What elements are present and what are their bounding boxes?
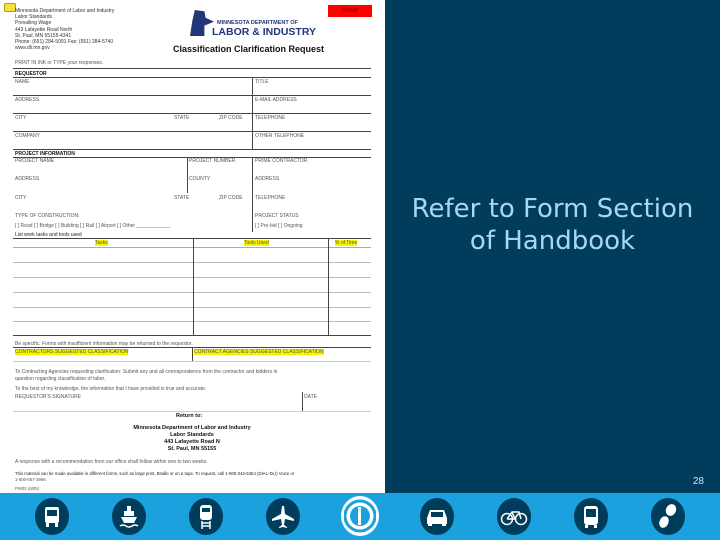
address-field[interactable]: ADDRESS [15,97,40,103]
address-line: Minnesota Department of Labor and Industry [15,8,115,14]
name-field[interactable]: NAME [15,79,30,85]
address-block [15,8,114,51]
address-line: Labor Standards [15,14,52,21]
form-code: PW02 (6/05) [15,486,40,491]
slide-text-panel [385,0,720,493]
return-line: Minnesota Department of Labor and Industry [133,425,251,431]
telephone-field[interactable]: TELEPHONE [255,115,286,121]
address-line: St. Paul, MN 55155-4341 [15,32,72,39]
time-header: % of Time [335,240,358,246]
mndot-seal-icon [341,496,379,536]
city-field[interactable]: CITY [15,115,27,121]
alt-format-note: This material can be made available in different forms, such as large print, Braille or on a tape. To request, call 1-800-342-5354 (DIAL-DLI) Voice or [15,471,295,476]
project-heading: PROJECT INFORMATION [15,151,75,157]
prime-address-field[interactable]: ADDRESS [255,176,280,182]
page-number: 28 [692,476,704,487]
construction-type-checkboxes[interactable]: [ ] Road [ ] Bridge [ ] Building [ ] Rail [ ] Airport [ ] Other ____________ [15,223,170,229]
agency-classification-field[interactable]: CONTRACT AGENCIES SUGGESTED CLASSIFICATION [194,349,324,355]
headline-line: Refer to Form Section [411,194,694,224]
contractor-classification-field[interactable]: CONTRACTORS SUGGESTED CLASSIFICATION [15,349,129,355]
state-field[interactable]: STATE [174,115,190,121]
car-icon [420,498,454,535]
email-field[interactable]: E-MAIL ADDRESS [255,97,297,103]
company-field[interactable]: COMPANY [15,133,40,139]
title-field[interactable]: TITLE [255,79,269,85]
form-image [0,0,385,497]
truck-icon [35,498,69,535]
return-line: St. Paul, MN 55155 [167,446,217,452]
tools-header: Tools Used [244,240,269,246]
project-address-field[interactable]: ADDRESS [15,176,40,182]
agency-note: question regarding classification of labor. [15,376,106,382]
ship-icon [112,498,146,535]
address-line: Phone: (651) 284-5091 Fax: (651) 284-5740 [15,39,114,46]
address-line: www.dli.mn.gov [15,45,50,52]
return-to-label: Return to: [176,413,203,419]
tasks-header: Tasks [95,240,108,246]
project-number-field[interactable]: PROJECT NUMBER [189,158,236,164]
other-telephone-field[interactable]: OTHER TELEPHONE [255,133,305,139]
print-note: PRINT IN INK or TYPE your responses. [15,60,104,66]
project-status-label: PROJECT STATUS [255,213,299,219]
airplane-icon [266,498,300,535]
project-city-field[interactable]: CITY [15,195,27,201]
logo-top-text: MINNESOTA DEPARTMENT OF [217,20,298,26]
alt-format-note: 1-800-657-3966. [15,477,47,482]
prime-telephone-field[interactable]: TELEPHONE [255,195,286,201]
headline-line: of Handbook [469,226,636,256]
zip-field[interactable]: ZIP CODE [219,115,243,121]
certify-text: To the best of my knowledge, the information that I have provided is true and accurate. [15,386,207,392]
bus-icon [574,498,608,535]
requestor-heading: REQUESTOR [15,71,47,77]
prime-contractor-field[interactable]: PRIME CONTRACTOR [255,158,308,164]
slide-headline [385,193,720,257]
footprints-icon [651,498,685,535]
transport-icon-band [0,493,720,540]
address-line: Prevailing Wage [15,20,52,27]
specific-note: Be specific. Forms with insufficient information may be returned to the requestor. [15,341,193,347]
bicycle-icon [497,498,531,535]
date-field[interactable]: DATE [304,394,317,400]
project-zip-field[interactable]: ZIP CODE [219,195,243,201]
county-field[interactable]: COUNTY [189,176,211,182]
form-title: Classification Clarification Request [173,44,325,54]
return-line: Labor Standards [170,432,214,438]
return-line: 443 Lafayette Road N [164,439,220,445]
address-line: 443 Lafayette Road North [15,26,73,33]
agency-note: To Contracting Agencies requesting clarification: Submit any and all correspondence from the contractor and bidders in [15,369,278,375]
mn-map-logo-icon [190,10,214,36]
reset-button[interactable]: Reset [328,5,372,17]
project-name-field[interactable]: PROJECT NAME [15,158,55,164]
logo-main-text: LABOR & INDUSTRY [212,26,317,38]
tasks-note: List work tasks and tools used [15,232,82,238]
project-status-checkboxes[interactable]: [ ] Pre-bid [ ] Ongoing [255,223,303,229]
return-address [100,425,284,453]
signature-field[interactable]: REQUESTOR'S SIGNATURE [15,394,82,400]
construction-type-label: TYPE OF CONSTRUCTION: [15,213,80,219]
train-icon [189,498,223,535]
response-note: A response with a recommendation from our office shall follow within one to two weeks. [15,459,208,465]
project-state-field[interactable]: STATE [174,195,190,201]
